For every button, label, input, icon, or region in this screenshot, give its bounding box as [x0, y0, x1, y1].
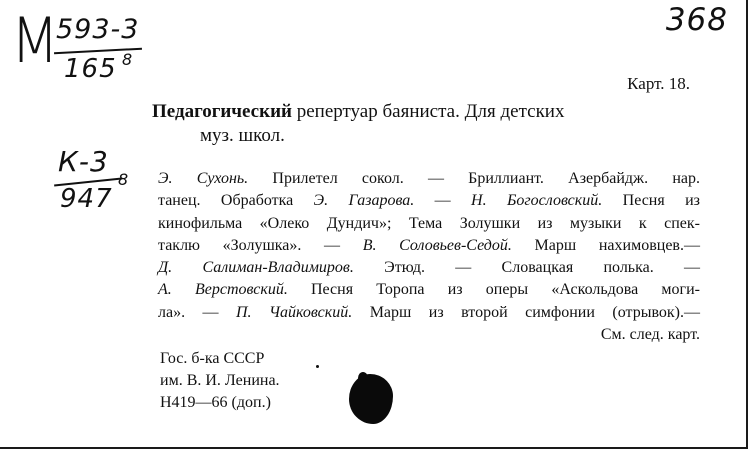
continued-note: См. след. карт.: [600, 326, 700, 344]
author-name: П. Чайковский.: [236, 303, 353, 321]
author-name: В. Соловьев-Седой.: [362, 236, 512, 254]
contents-text: кинофильма «Олеко Дундич»; Тема Золушки из музыки к спек-: [158, 214, 700, 232]
library-imprint: [160, 348, 280, 414]
ink-blot: [349, 374, 393, 424]
author-name: Н. Богословский.: [471, 192, 603, 210]
shelfmark-1-superscript: 8: [122, 50, 134, 69]
contents-line-7: [158, 302, 700, 324]
contents-text: танец. Обработка: [158, 192, 314, 210]
contents-text: ла». —: [158, 303, 236, 321]
contents-text: Песня из: [602, 192, 700, 210]
library-line-1: Гос. б-ка СССР: [160, 350, 265, 367]
handwritten-letter: М: [10, 4, 60, 77]
title-line2: муз. школ.: [200, 125, 285, 146]
title-rest: репертуар баяниста. Для детских: [291, 101, 565, 122]
contents-line-2: [158, 190, 700, 212]
shelfmark-1-top: 593-3: [56, 14, 140, 45]
contents-text: Марш нахимовцев.—: [511, 236, 700, 254]
shelfmark-2-bottom: 947: [60, 184, 113, 214]
ink-dot: [316, 365, 319, 368]
contents-text: Песня Торопа из оперы «Аскольдова моги-: [287, 281, 700, 299]
contents-note: [158, 168, 700, 346]
author-name: Э. Сухонь.: [158, 170, 249, 187]
shelfmark-2-superscript: 8: [118, 170, 130, 189]
contents-text: —: [414, 192, 472, 210]
contents-line-6: [158, 279, 700, 301]
author-name: Э. Газарова.: [313, 192, 415, 210]
author-name: А. Верстовский.: [158, 281, 288, 299]
contents-line-5: [158, 257, 700, 279]
handwritten-card-number: 368: [665, 2, 728, 38]
contents-text: Марш из второй симфонии (отрывок).—: [352, 303, 700, 321]
library-line-2: им. В. И. Ленина.: [160, 372, 280, 389]
author-name: Д. Салиман-Владимиров.: [158, 259, 354, 277]
library-line-3: Н419—66 (доп.): [160, 394, 271, 411]
contents-text: Прилетел сокол. — Бриллиант. Азербайдж. нар.: [248, 170, 700, 187]
card-label: Карт. 18.: [627, 74, 690, 93]
shelfmark-1-bottom: 165: [64, 54, 117, 84]
contents-line-1: [158, 168, 700, 190]
title-bold: Педагогический: [152, 101, 292, 122]
card-title: [152, 100, 700, 148]
contents-line-4: [158, 235, 700, 257]
contents-text: таклю «Золушка». —: [158, 236, 363, 254]
contents-text: Этюд. — Словацкая полька. —: [353, 259, 701, 277]
shelfmark-2-top: К-3: [58, 145, 109, 178]
contents-line-3: [158, 213, 700, 235]
